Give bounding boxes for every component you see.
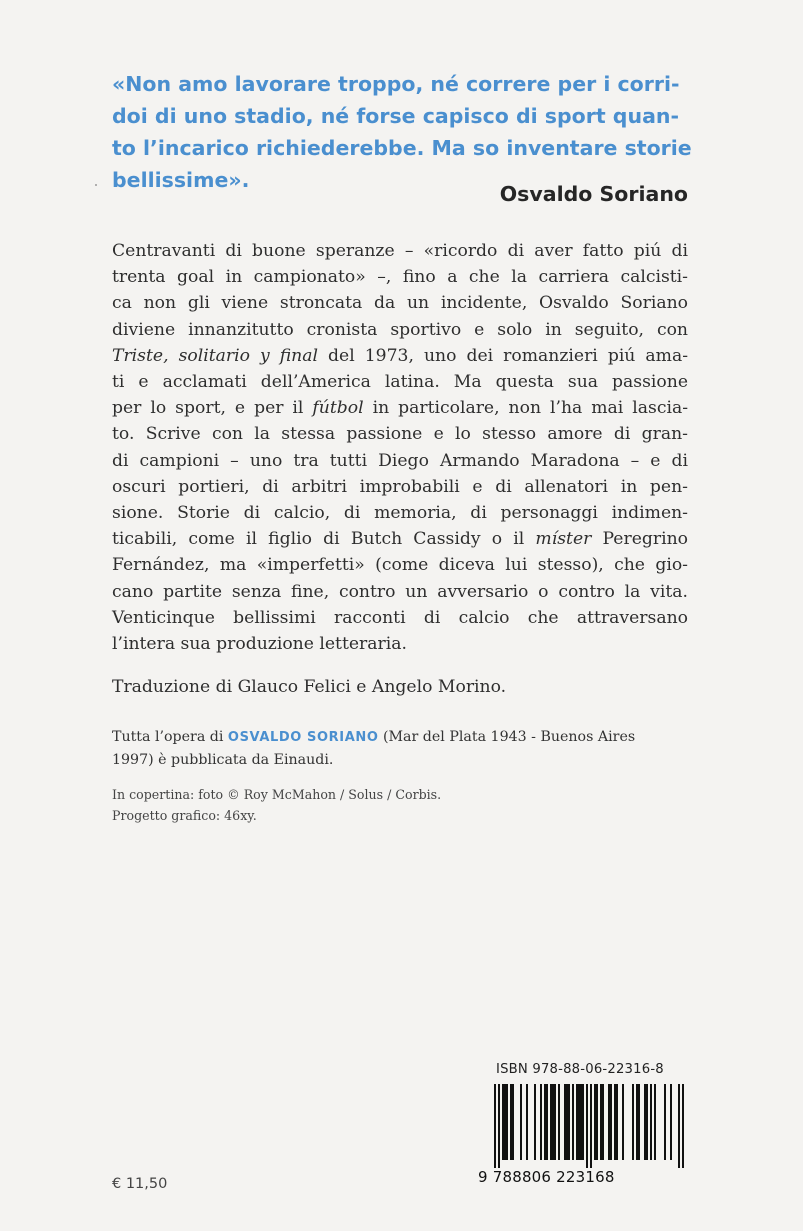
barcode-bar	[614, 1084, 616, 1160]
barcode-bar	[638, 1084, 640, 1160]
blurb-line: ti e acclamati dell’America latina. Ma questa sua passione	[112, 372, 688, 393]
blurb-line: Centravanti di buone speranze – «ricordo di aver fatto piú di	[112, 241, 688, 261]
barcode-guard-bar	[682, 1084, 684, 1168]
italic-term: fútbol	[312, 398, 364, 419]
blurb-text: Peregrino	[591, 529, 688, 550]
barcode-bar	[526, 1084, 528, 1160]
barcode-bar	[576, 1084, 578, 1160]
bio-prefix: Tutta l’opera di	[112, 729, 228, 745]
pull-quote	[112, 68, 692, 196]
barcode-bar	[578, 1084, 580, 1160]
blurb-line: diviene innanzitutto cronista sportivo e solo in seguito, con	[112, 319, 688, 340]
author-bio	[112, 726, 692, 771]
blurb-line	[112, 343, 688, 369]
author-name: OSVALDO SORIANO	[227, 730, 379, 745]
blurb-line: ca non gli viene stroncata da un incidente, Osvaldo Soriano	[112, 293, 688, 314]
barcode-bar	[580, 1084, 582, 1160]
blurb-text: per lo sport, e per il	[112, 398, 313, 419]
barcode-guard-bar	[586, 1084, 588, 1168]
translation-credit: Traduzione di Glauco Felici e Angelo Morino.	[112, 677, 507, 697]
dust-speck	[95, 184, 97, 186]
quote-line: to l’incarico richiederebbe. Ma so inventare storie	[112, 136, 692, 160]
barcode-bar	[572, 1084, 574, 1160]
barcode-bar	[644, 1084, 646, 1160]
barcode-bar	[622, 1084, 624, 1160]
blurb-line: oscuri portieri, di arbitri improbabili e di allenatori in pen-	[112, 476, 688, 497]
blurb-line: cano partite senza fine, contro un avversario o contro la vita.	[112, 581, 688, 602]
barcode-bar	[504, 1084, 506, 1160]
barcode-bar	[564, 1084, 566, 1160]
barcode-bar	[552, 1084, 554, 1160]
blurb-line	[112, 526, 688, 552]
barcode-bar	[540, 1084, 542, 1160]
barcode-bar	[596, 1084, 598, 1160]
blurb-line: to. Scrive con la stessa passione e lo stesso amore di gran-	[112, 424, 688, 445]
barcode-bar	[510, 1084, 512, 1160]
barcode-bar	[534, 1084, 536, 1160]
quote-line: doi di uno stadio, né forse capisco di sport quan-	[112, 104, 680, 128]
quote-line: «Non amo lavorare troppo, né correre per i corri-	[112, 72, 680, 96]
italic-term: míster	[535, 529, 592, 550]
barcode-guard-bar	[498, 1084, 500, 1168]
barcode-bar	[608, 1084, 610, 1160]
book-title-italic: Triste, solitario y final	[112, 345, 318, 366]
barcode-guard-bar	[494, 1084, 496, 1168]
barcode-bar	[512, 1084, 514, 1160]
barcode-bar	[600, 1084, 602, 1160]
blurb-line: l’intera sua produzione letteraria.	[112, 634, 407, 655]
barcode-bar	[550, 1084, 552, 1160]
barcode-bar	[506, 1084, 508, 1160]
barcode-bar	[646, 1084, 648, 1160]
blurb-text: ticabili, come il figlio di Butch Cassidy o il	[112, 529, 536, 550]
barcode-bar	[632, 1084, 634, 1160]
cover-credits	[112, 784, 441, 826]
barcode-bar	[670, 1084, 672, 1160]
barcode-bar	[664, 1084, 666, 1160]
blurb-line: Fernández, ma «imperfetti» (come diceva lui stesso), che gio-	[112, 555, 688, 576]
barcode-bar	[568, 1084, 570, 1160]
barcode-bar	[558, 1084, 560, 1160]
barcode-bar	[502, 1084, 504, 1160]
blurb-text: del 1973, uno dei romanzieri piú ama-	[318, 345, 689, 366]
barcode-bar	[636, 1084, 638, 1160]
quote-author: Osvaldo Soriano	[499, 182, 688, 206]
barcode-bar	[520, 1084, 522, 1160]
barcode-bar	[582, 1084, 584, 1160]
bio-line: 1997) è pubblicata da Einaudi.	[112, 752, 334, 768]
barcode-bar	[594, 1084, 596, 1160]
barcode-bar	[554, 1084, 556, 1160]
isbn-digits: 9 788806 223168	[478, 1168, 615, 1186]
barcode-bar	[566, 1084, 568, 1160]
blurb-line: Venticinque bellissimi racconti di calcio che attraversano	[112, 607, 688, 628]
isbn-label: ISBN 978-88-06-22316-8	[496, 1062, 664, 1077]
cover-photo-credit: In copertina: foto © Roy McMahon / Solus / Corbis.	[112, 787, 442, 802]
barcode-bars	[478, 1084, 688, 1168]
bio-line	[112, 726, 692, 749]
blurb-line	[112, 395, 688, 421]
design-credit: Progetto grafico: 46xy.	[112, 808, 257, 823]
bio-suffix: (Mar del Plata 1943 - Buenos Aires	[378, 729, 636, 745]
barcode-bar	[602, 1084, 604, 1160]
barcode-bar	[654, 1084, 656, 1160]
blurb-paragraph	[112, 238, 688, 657]
quote-line: bellissime».	[112, 168, 250, 192]
blurb-line: di campioni – uno tra tutti Diego Armando Maradona – e di	[112, 450, 688, 471]
blurb-text: in particolare, non l’ha mai lasciа-	[363, 398, 688, 419]
barcode-bar	[616, 1084, 618, 1160]
barcode-bar	[544, 1084, 546, 1160]
price-label: € 11,50	[112, 1176, 168, 1192]
barcode-guard-bar	[678, 1084, 680, 1168]
barcode-bar	[610, 1084, 612, 1160]
barcode-bar	[650, 1084, 652, 1160]
barcode-bar	[546, 1084, 548, 1160]
blurb-line: trenta goal in campionato» –, fino a che la carriera calcisti-	[112, 267, 688, 288]
barcode-guard-bar	[590, 1084, 592, 1168]
blurb-line: sione. Storie di calcio, di memoria, di personaggi indimen-	[112, 503, 688, 524]
